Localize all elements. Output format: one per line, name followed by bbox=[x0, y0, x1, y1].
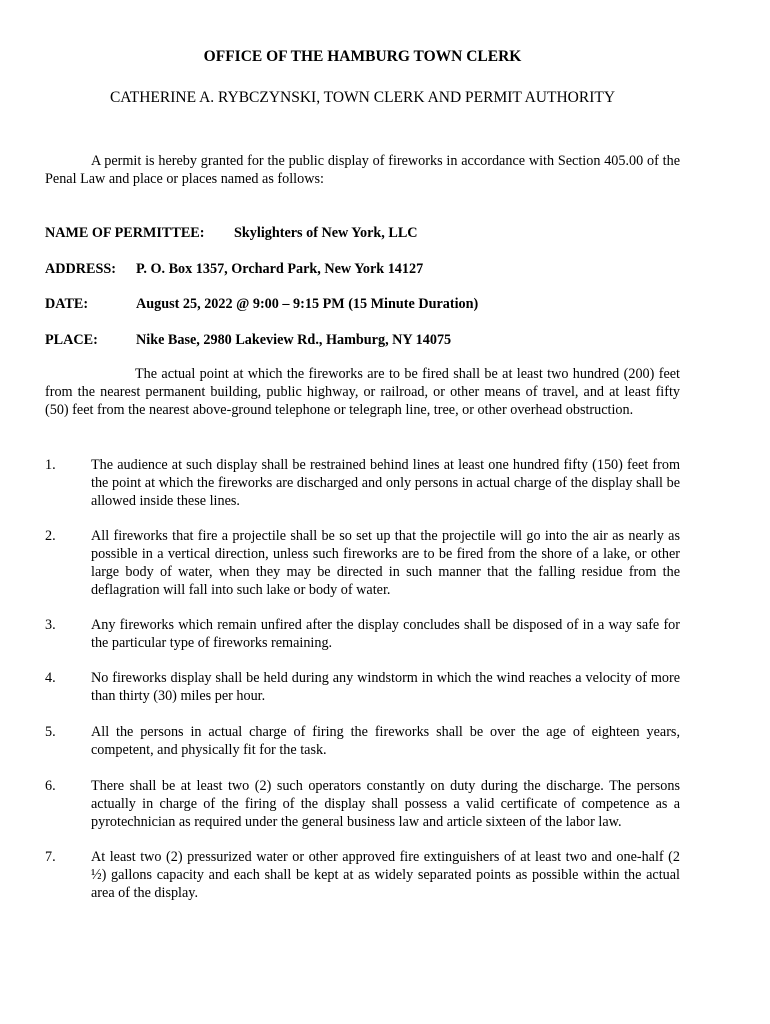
list-item bbox=[45, 669, 680, 705]
intro-paragraph: A permit is hereby granted for the public display of fireworks in accordance with Section 405.00 of the Penal Law and place or places named as follows: bbox=[45, 153, 680, 187]
address-value: P. O. Box 1357, Orchard Park, New York 14127 bbox=[136, 261, 424, 277]
place-label: PLACE: bbox=[45, 332, 98, 348]
list-item-number: 5. bbox=[45, 724, 56, 740]
list-item-text: There shall be at least two (2) such operators constantly on duty during the discharge. The persons actually in charge of the firing of the display shall possess a valid certificate of competence as a pyrotechnician as required under the general business law and article sixteen of the labor law. bbox=[91, 778, 680, 830]
permittee-label: NAME OF PERMITTEE: bbox=[45, 225, 205, 241]
list-item-number: 6. bbox=[45, 778, 56, 794]
address-field bbox=[45, 260, 424, 278]
date-label: DATE: bbox=[45, 296, 89, 312]
place-value: Nike Base, 2980 Lakeview Rd., Hamburg, NY 14075 bbox=[136, 332, 452, 348]
list-item bbox=[45, 723, 680, 759]
date-value: August 25, 2022 @ 9:00 – 9:15 PM (15 Minute Duration) bbox=[136, 296, 479, 312]
list-item bbox=[45, 848, 680, 902]
address-label: ADDRESS: bbox=[45, 261, 116, 277]
list-item bbox=[45, 777, 680, 831]
list-item bbox=[45, 456, 680, 510]
place-field bbox=[45, 331, 452, 349]
list-item-number: 7. bbox=[45, 849, 56, 865]
list-item-number: 3. bbox=[45, 617, 56, 633]
permittee-value: Skylighters of New York, LLC bbox=[234, 225, 418, 241]
document-title: OFFICE OF THE HAMBURG TOWN CLERK bbox=[203, 48, 522, 65]
list-item-text: Any fireworks which remain unfired after the display concludes shall be disposed of in a way safe for the particular type of fireworks remaining. bbox=[91, 617, 680, 651]
list-item-number: 1. bbox=[45, 457, 56, 473]
list-item bbox=[45, 527, 680, 599]
document-subtitle: CATHERINE A. RYBCZYNSKI, TOWN CLERK AND PERMIT AUTHORITY bbox=[109, 89, 616, 106]
list-item-text: At least two (2) pressurized water or other approved fire extinguishers of at least two and one-half (2 ½) gallons capacity and each shall be kept at as widely separated points as possible within the actual area of the display. bbox=[91, 849, 680, 901]
date-field bbox=[45, 295, 479, 313]
list-item bbox=[45, 616, 680, 652]
list-item-number: 4. bbox=[45, 670, 56, 686]
permittee-field bbox=[45, 224, 418, 242]
list-item-text: The audience at such display shall be restrained behind lines at least one hundred fifty (150) feet from the point at which the fireworks are discharged and only persons in actual charge of the display shall be allowed inside these lines. bbox=[91, 457, 680, 509]
distance-paragraph: The actual point at which the fireworks are to be fired shall be at least two hundred (200) feet from the nearest permanent building, public highway, or railroad, or other means of travel, and at least fifty (50) feet from the nearest above-ground telephone or telegraph line, tree, or other overhead obstruction. bbox=[45, 366, 680, 418]
list-item-text: No fireworks display shall be held during any windstorm in which the wind reaches a velocity of more than thirty (30) miles per hour. bbox=[91, 670, 680, 704]
list-item-text: All fireworks that fire a projectile shall be so set up that the projectile will go into the air as nearly as possible in a vertical direction, unless such fireworks are to be fired from the shore of a lake, or other large body of water, when they may be directed in such manner that the falling residue from the deflagration will fall into such lake or body of water. bbox=[91, 528, 680, 598]
list-item-text: All the persons in actual charge of firing the fireworks shall be over the age of eighteen years, competent, and physically fit for the task. bbox=[91, 724, 680, 758]
list-item-number: 2. bbox=[45, 528, 56, 544]
